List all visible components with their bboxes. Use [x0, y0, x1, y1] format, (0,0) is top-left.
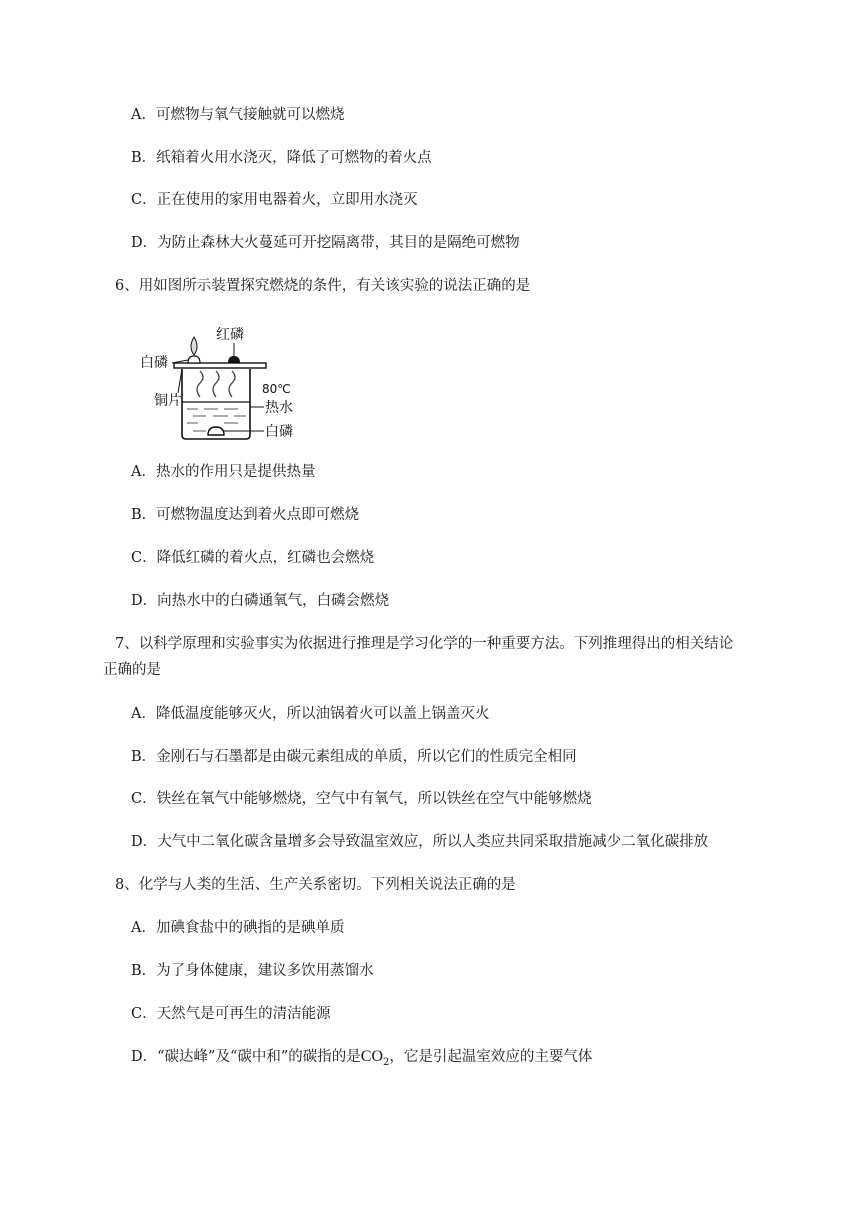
- q7-option-d: D．大气中二氧化碳含量增多会导致温室效应，所以人类应共同采取措施减少二氧化碳排放: [131, 834, 709, 850]
- white-phosphorus-on-sheet: [188, 356, 200, 363]
- white-phosphorus-underwater: [208, 427, 224, 435]
- q5-option-c: C．正在使用的家用电器着火，立即用水浇灭: [131, 192, 418, 208]
- q6-option-c: C．降低红磷的着火点，红磷也会燃烧: [131, 550, 375, 566]
- q7-option-c: C．铁丝在氧气中能够燃烧，空气中有氧气，所以铁丝在空气中能够燃烧: [131, 791, 592, 807]
- q5-option-d: D．为防止森林大火蔓延可开挖隔离带，其目的是隔绝可燃物: [131, 235, 520, 251]
- q7-option-a: A．降低温度能够灭火，所以油锅着火可以盖上锅盖灭火: [131, 706, 490, 722]
- q8-option-c: C．天然气是可再生的清洁能源: [131, 1006, 331, 1022]
- label-copper-sheet: 铜片: [154, 393, 182, 409]
- q8-option-d-text-pre: D．“碳达峰”及“碳中和”的碳指的是: [131, 1049, 361, 1065]
- q6-option-d: D．向热水中的白磷通氧气，白磷会燃烧: [131, 593, 390, 609]
- q8-option-d: [131, 1047, 592, 1073]
- q7-stem-line1: 7、以科学原理和实验事实为依据进行推理是学习化学的一种重要方法。下列推理得出的相关结论: [115, 636, 734, 652]
- label-white-phosphorus-top: 白磷: [140, 355, 168, 371]
- co2-formula-main: CO: [360, 1048, 384, 1065]
- q7-stem-line2: 正确的是: [103, 662, 161, 678]
- q5-option-b: B．纸箱着火用水浇灭，降低了可燃物的着火点: [131, 150, 432, 166]
- q8-stem: 8、化学与人类的生活、生产关系密切。下列相关说法正确的是: [115, 877, 516, 893]
- flame-icon: [191, 337, 197, 355]
- q6-stem: 6、用如图所示装置探究燃烧的条件，有关该实验的说法正确的是: [115, 278, 531, 294]
- co2-formula-subscript: 2: [383, 1056, 390, 1068]
- combustion-apparatus-figure: [138, 323, 303, 443]
- q5-option-a: A．可燃物与氧气接触就可以燃烧: [131, 107, 345, 123]
- red-phosphorus: [228, 356, 240, 363]
- co2-formula: [360, 1048, 390, 1068]
- q7-option-b: B．金刚石与石墨都是由碳元素组成的单质，所以它们的性质完全相同: [131, 749, 577, 765]
- label-temperature: 80℃: [262, 382, 291, 396]
- q8-option-a: A．加碘食盐中的碘指的是碘单质: [131, 920, 345, 936]
- label-white-phosphorus-bottom: 白磷: [265, 424, 293, 440]
- label-red-phosphorus: 红磷: [216, 327, 244, 343]
- label-hot-water: 热水: [265, 400, 293, 416]
- steam-icon: [197, 371, 235, 397]
- q6-option-b: B．可燃物温度达到着火点即可燃烧: [131, 507, 360, 523]
- q8-option-b: B．为了身体健康，建议多饮用蒸馏水: [131, 963, 374, 979]
- copper-sheet: [174, 363, 266, 368]
- q6-option-a: A．热水的作用只是提供热量: [131, 464, 316, 480]
- q8-option-d-text-post: ，它是引起温室效应的主要气体: [389, 1049, 593, 1065]
